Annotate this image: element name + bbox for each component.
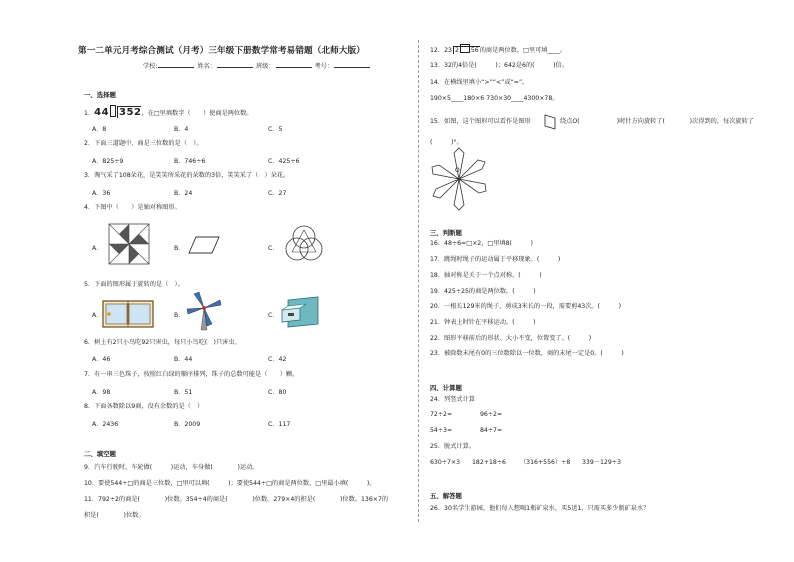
q1-number: 1．	[84, 110, 95, 117]
q1-dividend: 352	[119, 107, 142, 118]
q1-divisor: 44	[94, 107, 110, 118]
q5-option-c: C．	[268, 312, 279, 319]
number-blank	[334, 62, 370, 68]
class-blank	[276, 62, 312, 68]
q2-option-c: C．425÷6	[268, 158, 300, 165]
question-23: 23．被除数末尾有0的三位数除以一位数，商的末尾一定是0。( )	[430, 350, 624, 357]
q2-option-b: B．746÷6	[174, 158, 206, 165]
question-15-part-3: ( )°。	[430, 139, 463, 146]
rotated-star-figure	[431, 146, 487, 212]
question-14: 14．在横线里填小“>”“<”或“=”。	[430, 79, 529, 86]
point-o-label: O	[455, 167, 460, 174]
q12-text: 的商是两位数，□里可填____。	[479, 47, 567, 54]
q24-item-4: 84÷7=	[480, 427, 503, 434]
question-20: 20．一根长129米的绳子，剪成3米长的一段，需要剪43次。( )	[430, 303, 622, 310]
question-21: 21．钟表上时针在平移运动。( )	[430, 319, 536, 326]
q5-option-b: B．	[174, 312, 185, 319]
question-25: 25．脱式计算。	[430, 443, 475, 450]
number-label: 考号：	[314, 63, 334, 70]
q12-blank-box	[460, 44, 470, 53]
page-title: 第一二单元月考综合测试（月考）三年级下册数学常考易错题（北师大版）	[78, 46, 365, 56]
question-12	[430, 44, 566, 56]
q7-option-b: B．51	[174, 389, 193, 396]
pinwheel-figure	[107, 222, 151, 266]
q5-option-a: A．	[92, 312, 103, 319]
windmill-figure	[186, 292, 222, 332]
q4-option-c: C．	[268, 245, 279, 252]
question-8: 8．下面各数除以9商，没有余数的是（ ）	[84, 403, 204, 410]
question-9: 9．汽车行驶时，车轮做( )运动，车身做( )运动。	[84, 464, 259, 471]
section-fill: 二、填空题	[84, 450, 116, 458]
name-blank	[217, 62, 253, 68]
question-18: 18．轴对称是关于一个点对称。( )	[430, 272, 542, 279]
question-16: 16．48÷6=□×2，□里填8( )	[430, 240, 533, 247]
question-17: 17．跳绳时绳子的运动属于平移现象。( )	[430, 256, 561, 263]
q2-option-a: A．825÷9	[92, 158, 124, 165]
q7-option-c: C．80	[268, 389, 287, 396]
question-15-part-1: 15．如图，这个图形可以看作是图形	[430, 118, 531, 125]
q25-item-1: 630÷7×3	[430, 459, 461, 466]
sliding-window-figure	[102, 300, 154, 328]
question-11-line-2: 积是( )位数。	[84, 512, 145, 519]
trefoil-figure	[283, 222, 325, 264]
column-divider	[418, 40, 419, 522]
q4-option-a: A．	[92, 245, 103, 252]
q1-option-c: C．5	[268, 126, 283, 133]
rhombus-piece-figure	[543, 113, 557, 131]
q24-item-1: 72÷2=	[430, 411, 453, 418]
q3-option-b: B．24	[174, 190, 193, 197]
q6-option-c: C．42	[268, 356, 287, 363]
q12-divisor: 23	[444, 47, 452, 54]
name-label: 姓名：	[197, 63, 216, 70]
q24-item-2: 96÷2=	[480, 411, 503, 418]
question-14-items: 190×5____180×6 730×30____4300×78。	[430, 95, 559, 102]
question-3: 3．淘气采了108朵花，是笑笑所采花的朵数的3倍，笑笑采了（ ）朵花。	[84, 172, 290, 179]
question-4: 4．下图中（ ）是轴对称图形。	[84, 204, 181, 211]
student-info-line	[143, 61, 371, 70]
question-13: 13．32的4倍是( )；642是6的( )倍。	[430, 62, 568, 69]
question-26: 26．30名学生游园，他们每人想喝1瓶矿泉水，买5送1，只需买多少瓶矿泉水？	[430, 505, 650, 512]
q7-option-a: A．98	[92, 389, 111, 396]
q6-option-b: B．44	[174, 356, 193, 363]
q3-option-a: A．36	[92, 190, 111, 197]
q12-number: 12．	[430, 47, 445, 54]
q25-item-4: 339－129÷3	[582, 459, 621, 466]
section-solve: 五、解答题	[430, 492, 462, 500]
q8-option-b: B．2009	[174, 421, 201, 428]
question-24: 24．列竖式计算	[430, 396, 475, 403]
q8-option-a: A．2436	[92, 421, 119, 428]
q25-item-2: 182+18÷6	[472, 459, 506, 466]
question-7: 7．有一串三色珠子，按照红白绿的顺序排列，珠子的总数可能是（ ）颗。	[84, 371, 299, 378]
school-blank	[158, 62, 194, 68]
question-1	[84, 105, 252, 120]
parallelogram-figure	[188, 236, 220, 254]
section-choice: 一、选择题	[84, 91, 116, 99]
q4-option-b: B．	[174, 245, 185, 252]
question-19: 19．425÷25的商是两位数。( )	[430, 288, 536, 295]
q24-item-3: 54÷3=	[430, 427, 453, 434]
question-11-line-1: 11．792÷2的商是( )位数。354÷4的商是( )位数。279×4的积是( )位数。136×7的	[84, 496, 389, 503]
q1-option-a: A．8	[92, 126, 107, 133]
drawer-figure	[280, 296, 320, 330]
q12-dividend-head: 2	[454, 47, 459, 54]
section-calc: 四、计算题	[430, 384, 462, 392]
q12-dividend-tail: 56	[470, 47, 479, 54]
question-10: 10．要使544÷□的商是三位数，□里可以填( )；要使544÷□的商是两位数，□里最小填( )。	[84, 480, 376, 487]
school-label: 学校:	[143, 63, 158, 70]
q6-option-a: A．46	[92, 356, 111, 363]
q1-blank-box	[110, 105, 116, 117]
section-judge: 三、判断题	[430, 229, 462, 237]
class-label: 班级：	[255, 63, 275, 70]
question-6: 6．树上有2只小鸟吃92只害虫，每只小鸟吃( )只害虫。	[84, 339, 241, 346]
q1-text: ，在□里填数字（ ）使商是两位数。	[141, 110, 253, 117]
question-5: 5．下面的图形属于旋转的是（ ）。	[84, 281, 184, 288]
q8-option-c: C．117	[268, 421, 291, 428]
q25-item-3: （316+556）÷8	[520, 459, 571, 466]
question-2: 2．下面三道题中，商是三位数的是（ ）。	[84, 140, 203, 147]
question-15-part-2: 绕点O( )时针方向旋转了( )次得到的，每次旋转了	[560, 118, 754, 125]
question-22: 22．图形平移前后的形状、大小不变，位置变了。( )	[430, 335, 592, 342]
q3-option-c: C．27	[268, 190, 287, 197]
q1-option-b: B．4	[174, 126, 189, 133]
